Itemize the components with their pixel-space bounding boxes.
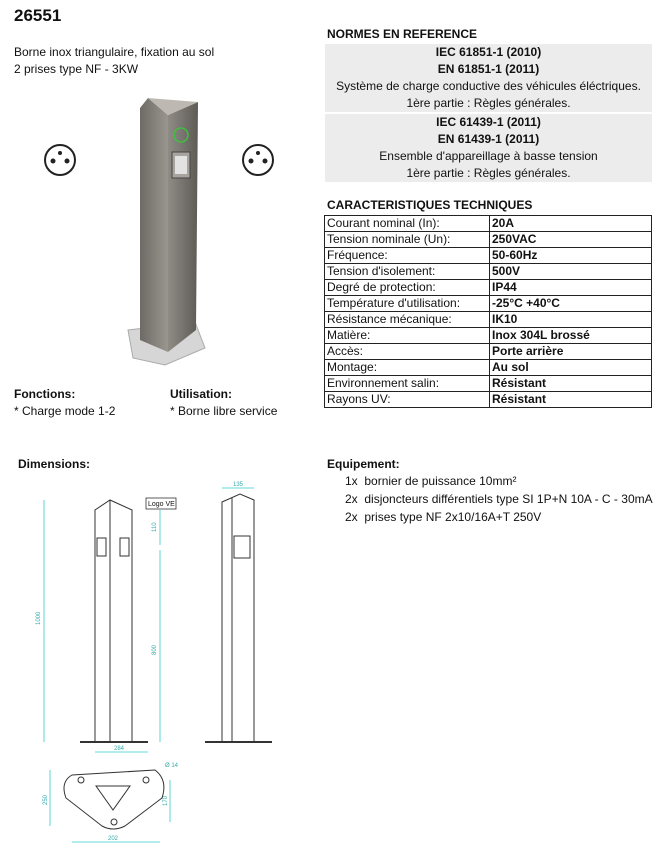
- norme-text: 1ère partie : Règles générales.: [406, 96, 571, 110]
- norme-text: Ensemble d'appareillage à basse tension: [379, 149, 598, 163]
- carac-label: Tension nominale (Un):: [325, 232, 490, 248]
- product-code: 26551: [14, 6, 62, 25]
- dimensions-drawing: [0, 480, 320, 853]
- carac-value: -25°C +40°C: [490, 296, 652, 312]
- equipement-item: 2x prises type NF 2x10/16A+T 250V: [345, 510, 542, 524]
- dim-inner-depth: 170: [163, 795, 169, 806]
- carac-label: Environnement salin:: [325, 376, 490, 392]
- equipement-item: 2x disjoncteurs différentiels type SI 1P+N 10A - C - 30mA: [345, 492, 653, 506]
- carac-row: [325, 264, 652, 280]
- carac-value: 500V: [490, 264, 652, 280]
- carac-value: IK10: [490, 312, 652, 328]
- carac-label: Rayons UV:: [325, 392, 490, 408]
- fonctions-item: * Charge mode 1-2: [14, 404, 116, 418]
- carac-label: Tension d'isolement:: [325, 264, 490, 280]
- caracteristiques-title: CARACTERISTIQUES TECHNIQUES: [327, 198, 533, 212]
- norme-block: [325, 44, 652, 112]
- dim-inner-width: 202: [108, 836, 119, 842]
- equipement-item: 1x bornier de puissance 10mm²: [345, 474, 517, 488]
- carac-label: Courant nominal (In):: [325, 216, 490, 232]
- norme-block: [325, 114, 652, 182]
- carac-row: [325, 248, 652, 264]
- carac-label: Matière:: [325, 328, 490, 344]
- equipement-list: [345, 472, 653, 526]
- carac-row: [325, 296, 652, 312]
- carac-row: [325, 328, 652, 344]
- carac-label: Degré de protection:: [325, 280, 490, 296]
- carac-value: Inox 304L brossé: [490, 328, 652, 344]
- dim-socket-height: 800: [152, 644, 158, 655]
- product-photo: [0, 90, 320, 380]
- carac-value: Résistant: [490, 376, 652, 392]
- carac-row: [325, 312, 652, 328]
- dim-base-depth: 250: [43, 794, 49, 805]
- carac-row: [325, 376, 652, 392]
- dim-top-width: 135: [233, 482, 244, 488]
- socket-icon: [243, 145, 273, 175]
- norme-ref: EN 61439-1 (2011): [437, 132, 540, 146]
- utilisation-title: Utilisation:: [170, 387, 232, 401]
- carac-row: [325, 360, 652, 376]
- carac-row: [325, 232, 652, 248]
- normes-title: NORMES EN REFERENCE: [327, 27, 478, 41]
- dim-hole: Ø 14: [165, 763, 179, 769]
- utilisation-item: * Borne libre service: [170, 404, 278, 418]
- carac-row: [325, 344, 652, 360]
- fonctions-title: Fonctions:: [14, 387, 76, 401]
- carac-value: 50-60Hz: [490, 248, 652, 264]
- carac-label: Résistance mécanique:: [325, 312, 490, 328]
- equipement-title: Equipement:: [327, 457, 400, 471]
- norme-ref: IEC 61851-1 (2010): [435, 45, 542, 59]
- carac-label: Montage:: [325, 360, 490, 376]
- carac-row: [325, 392, 652, 408]
- product-description: [14, 44, 214, 78]
- norme-text: 1ère partie : Règles générales.: [406, 166, 571, 180]
- dim-base-width: 284: [114, 746, 125, 752]
- carac-value: 20A: [490, 216, 652, 232]
- dim-top-offset: 110: [152, 522, 158, 532]
- caracteristiques-table: [324, 215, 652, 408]
- carac-row: [325, 216, 652, 232]
- carac-label: Accès:: [325, 344, 490, 360]
- description-line: 2 prises type NF - 3KW: [14, 62, 139, 76]
- carac-value: IP44: [490, 280, 652, 296]
- norme-ref: IEC 61439-1 (2011): [436, 115, 541, 129]
- carac-value: 250VAC: [490, 232, 652, 248]
- carac-value: Résistant: [490, 392, 652, 408]
- carac-value: Porte arrière: [490, 344, 652, 360]
- dimensions-title: Dimensions:: [18, 457, 91, 471]
- carac-label: Température d'utilisation:: [325, 296, 490, 312]
- socket-icon: [45, 145, 75, 175]
- dim-height: 1000: [36, 611, 42, 625]
- carac-row: [325, 280, 652, 296]
- carac-label: Fréquence:: [325, 248, 490, 264]
- norme-text: Système de charge conductive des véhicules éléctriques.: [336, 79, 641, 93]
- description-line: Borne inox triangulaire, fixation au sol: [14, 45, 215, 59]
- carac-value: Au sol: [490, 360, 652, 376]
- norme-ref: EN 61851-1 (2011): [437, 62, 540, 76]
- logo-ve-label: Logo VE: [148, 501, 175, 508]
